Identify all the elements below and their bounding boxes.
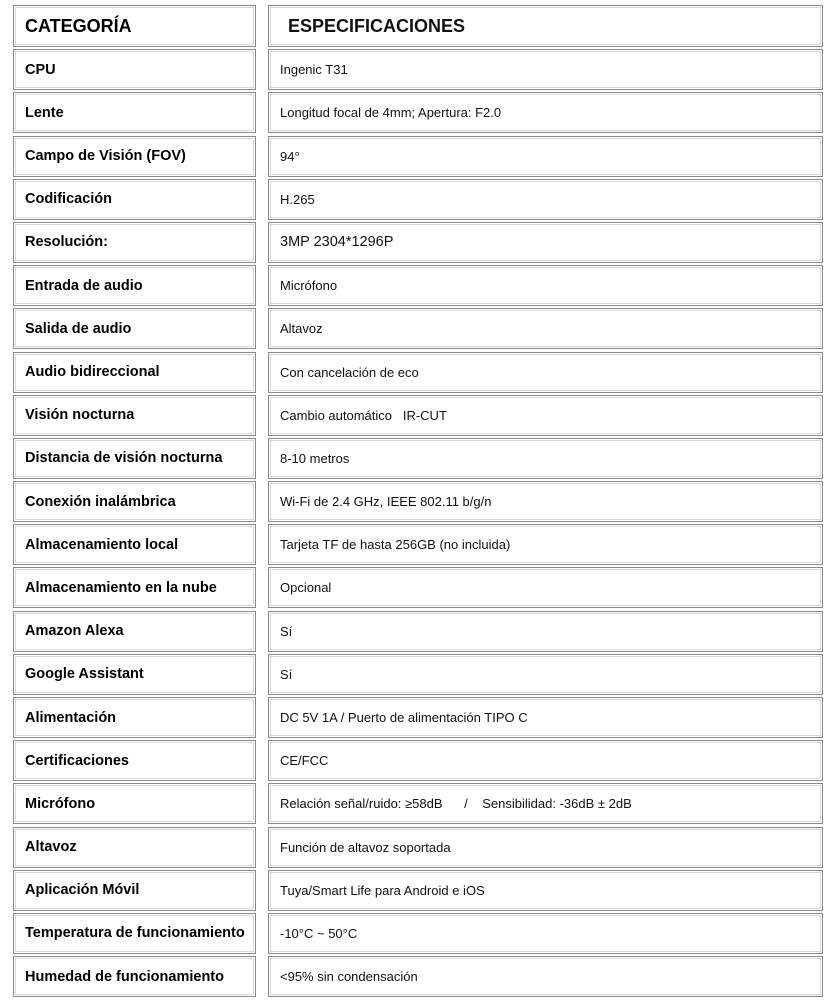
table-row xyxy=(13,308,824,349)
row-category: CPU xyxy=(13,49,256,90)
table-row xyxy=(13,481,824,522)
spec-table xyxy=(13,5,824,999)
row-category: Audio bidireccional xyxy=(13,352,256,393)
row-category: Campo de Visión (FOV) xyxy=(13,136,256,177)
table-row xyxy=(13,395,824,436)
row-category: Alimentación xyxy=(13,697,256,738)
table-row xyxy=(13,956,824,997)
row-category: Entrada de audio xyxy=(13,265,256,306)
table-row xyxy=(13,438,824,479)
row-category: Lente xyxy=(13,92,256,133)
table-row xyxy=(13,740,824,781)
table-row xyxy=(13,179,824,220)
row-spec: Con cancelación de eco xyxy=(268,352,823,393)
row-spec: 8-10 metros xyxy=(268,438,823,479)
row-spec: Opcional xyxy=(268,567,823,608)
row-category: Temperatura de funcionamiento xyxy=(13,913,256,954)
table-header-row xyxy=(13,5,824,47)
row-spec: CE/FCC xyxy=(268,740,823,781)
row-category: Certificaciones xyxy=(13,740,256,781)
row-category: Almacenamiento en la nube xyxy=(13,567,256,608)
row-spec: Relación señal/ruido: ≥58dB / Sensibilidad: -36dB ± 2dB xyxy=(268,783,823,824)
row-spec: Función de altavoz soportada xyxy=(268,827,823,868)
row-category: Conexión inalámbrica xyxy=(13,481,256,522)
row-spec: 94° xyxy=(268,136,823,177)
table-row xyxy=(13,870,824,911)
table-row xyxy=(13,49,824,90)
table-row xyxy=(13,265,824,306)
row-spec: -10°C ~ 50°C xyxy=(268,913,823,954)
row-spec: Tarjeta TF de hasta 256GB (no incluida) xyxy=(268,524,823,565)
row-category: Google Assistant xyxy=(13,654,256,695)
row-category: Altavoz xyxy=(13,827,256,868)
row-spec: <95% sin condensación xyxy=(268,956,823,997)
row-spec: Longitud focal de 4mm; Apertura: F2.0 xyxy=(268,92,823,133)
row-spec: H.265 xyxy=(268,179,823,220)
row-category: Salida de audio xyxy=(13,308,256,349)
row-spec: Sí xyxy=(268,654,823,695)
row-spec: Ingenic T31 xyxy=(268,49,823,90)
table-row xyxy=(13,913,824,954)
table-row xyxy=(13,783,824,824)
header-category: CATEGORÍA xyxy=(13,5,256,47)
row-category: Humedad de funcionamiento xyxy=(13,956,256,997)
row-category: Micrófono xyxy=(13,783,256,824)
row-category: Codificación xyxy=(13,179,256,220)
table-row xyxy=(13,524,824,565)
row-spec: Altavoz xyxy=(268,308,823,349)
table-row xyxy=(13,136,824,177)
row-category: Aplicación Móvil xyxy=(13,870,256,911)
table-row xyxy=(13,654,824,695)
row-spec: DC 5V 1A / Puerto de alimentación TIPO C xyxy=(268,697,823,738)
row-spec: Sí xyxy=(268,611,823,652)
row-spec: 3MP 2304*1296P xyxy=(268,222,823,263)
table-row xyxy=(13,697,824,738)
row-category: Almacenamiento local xyxy=(13,524,256,565)
row-category: Distancia de visión nocturna xyxy=(13,438,256,479)
row-category: Amazon Alexa xyxy=(13,611,256,652)
table-row xyxy=(13,222,824,263)
table-row xyxy=(13,352,824,393)
row-spec: Tuya/Smart Life para Android e iOS xyxy=(268,870,823,911)
table-row xyxy=(13,92,824,133)
header-specs: ESPECIFICACIONES xyxy=(268,5,823,47)
table-row xyxy=(13,827,824,868)
table-row xyxy=(13,611,824,652)
row-category: Visión nocturna xyxy=(13,395,256,436)
row-spec: Micrófono xyxy=(268,265,823,306)
row-category: Resolución: xyxy=(13,222,256,263)
table-row xyxy=(13,567,824,608)
row-spec: Wi-Fi de 2.4 GHz, IEEE 802.11 b/g/n xyxy=(268,481,823,522)
row-spec: Cambio automático IR-CUT xyxy=(268,395,823,436)
